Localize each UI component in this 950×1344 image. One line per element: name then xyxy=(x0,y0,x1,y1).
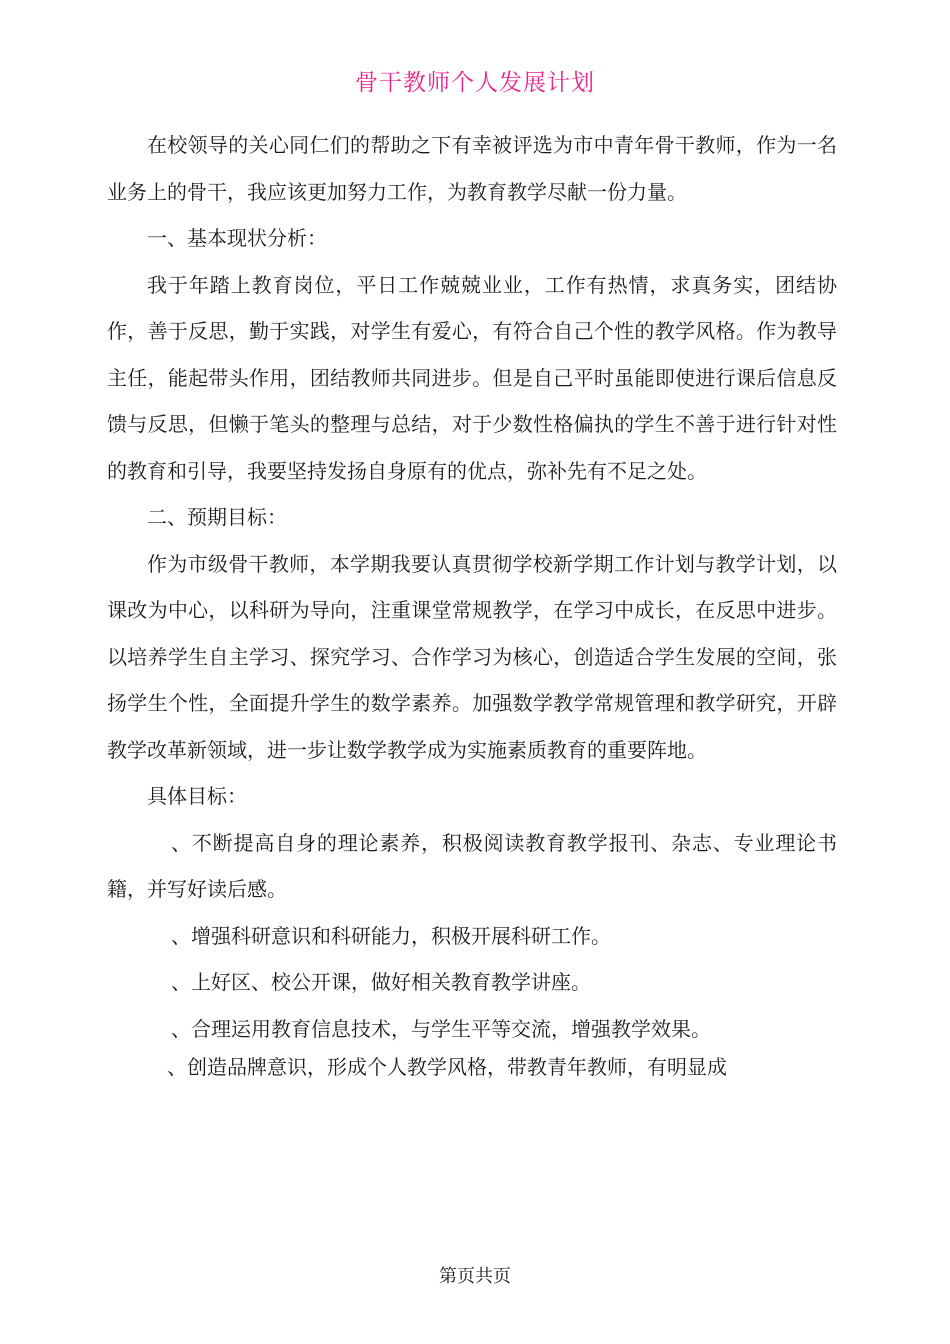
intro-paragraph: 在校领导的关心同仁们的帮助之下有幸被评选为市中青年骨干教师，作为一名业务上的骨干，我应该更加努力工作，为教育教学尽献一份力量。 xyxy=(107,133,837,204)
section1-paragraph: 我于年踏上教育岗位，平日工作兢兢业业，工作有热情，求真务实，团结协作，善于反思，勤于实践，对学生有爱心，有符合自己个性的教学风格。作为教导主任，能起带头作用，团结教师共同进步。但是自己平时虽能即使进行课后信息反馈与反思，但懒于笔头的整理与总结，对于少数性格偏执的学生不善于进行针对性的教育和引导，我要坚持发扬自身原有的优点，弥补先有不足之处。 xyxy=(107,272,837,483)
section2-heading: 二、预期目标： xyxy=(147,505,287,529)
document-body xyxy=(107,122,837,1082)
page-footer: 第页共页 xyxy=(439,1266,511,1287)
goal-item-4: 、合理运用教育信息技术，与学生平等交流，增强教学效果。 xyxy=(171,1016,711,1041)
goal-item-2: 、增强科研意识和科研能力，积极开展科研工作。 xyxy=(171,923,611,948)
section2-paragraph: 作为市级骨干教师，本学期我要认真贯彻学校新学期工作计划与教学计划，以课改为中心，以科研为导向，注重课堂常规教学，在学习中成长，在反思中进步。以培养学生自主学习、探究学习、合作学习为核心，创造适合学生发展的空间，张扬学生个性，全面提升学生的数学素养。加强数学教学常规管理和教学研究，开辟教学改革新领域，进一步让数学教学成为实施素质教育的重要阵地。 xyxy=(107,551,837,762)
goal-item-1: 、不断提高自身的理论素养，积极阅读教育教学报刊、杂志、专业理论书籍，并写好读后感。 xyxy=(107,830,837,901)
goal-item-5: 、创造品牌意识，形成个人教学风格，带教青年教师，有明显成 xyxy=(167,1055,727,1079)
goal-item-3: 、上好区、校公开课，做好相关教育教学讲座。 xyxy=(171,970,591,994)
goals-heading: 具体目标： xyxy=(147,784,247,808)
document-title: 骨干教师个人发展计划 xyxy=(355,70,595,96)
section1-heading: 一、基本现状分析： xyxy=(147,226,327,250)
